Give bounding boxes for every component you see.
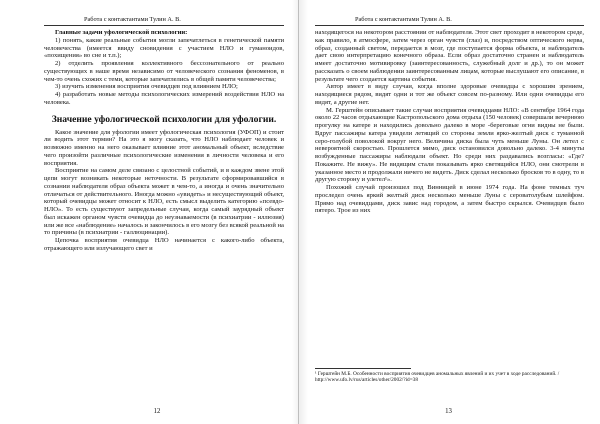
- page-number-right: 13: [445, 408, 452, 415]
- task-item-1: 1) понять, какие реальные события могли запечатлеться в генетической памяти человечества (имеется ввиду сновидения с участием НЛО и гуманоидов, «похищения» во сне и т.п.);: [44, 36, 284, 60]
- paragraph-2: Восприятие на самом деле связано с целостной событий, и в каждом звене этой цепи могут возникать некоторые неточности. В результате сформировавшийся в сознании наблюдателя образ объекта может в чем-то, а иногда и очень значительно отличаться от действительного. Иногда можно «увидеть» и несуществующий объект, который очевидцы может относит к НЛО, есть смысл выделить категорию «псевдо-НЛО». То есть существуют запредельные случаи, когда самый заурядный объект был искажен органом чувств очевидца до неузнаваемости (в психиатрии - иллюзия) или же все «наблюдение» началось и закончилось в его мозгу без всякой реальной на то причины (в психиатрии - галлюцинации).: [44, 167, 284, 237]
- left-page: [0, 0, 299, 424]
- running-head-right: Работа с контактантами Тулин А. В.: [315, 16, 584, 26]
- paragraph-observers: Автор имеет в виду случаи, когда вполне здоровые очевидцы с хорошим зрением, находящиеся рядом, видят одни и тот же объект совсем по-разному. Или одни очевидцы его видят, а другие нет.: [315, 83, 584, 106]
- task-item-3: 3) изучить изменения восприятия очевидцев под влиянием НЛО;: [55, 83, 238, 91]
- paragraph-gershtein: М. Герштейн описывает такие случаи восприятия очевидцами НЛО: «В сентябре 1964 года около 22 часов отдыхающие Кастропольского дома отдыха (150 человек) совершали вечернюю прогулку на катере и находились довольно далеко в море -береговые огни видны не были. Вдруг пассажиры катера увидели летящий со стороны земли ярко-желтый диск с туманной серо-голубой поволокой вокруг него. Величина диска была чуть меньше Луны. Он летел с невероятной скоростью. Прошлется мимо, диск остановился довольно далеко. 3-4 минуты возбужденные пассажиры наблюдали объект. Но среди них раздавались возгласы: «Где? Покажите. Не вижу». Не видящим стали показывать ярко светящийся НЛО, они смотрели в указанное место и продолжали ничего не видеть. Диск сделал несколько бросков то в одну, то в другую сторону и улетел¹».: [315, 106, 584, 184]
- footnote-area: [315, 368, 584, 384]
- paragraph-1: Какое значение для уфологии имеет уфологическая психология (УФОП) и стоит ли водить этот термин? На это я могу сказать, что НЛО наблюдает человек и возможно именно на него оказывает влияние этот аномальный объект, вследствие чего произойти различные психологические изменения в личности человека и его восприятия.: [44, 128, 284, 167]
- task-item-2: 2) отделить проявления коллективного бессознательного от реально существующих в наше время независимо от человеческого сознания феноменов, в чем-то очень схожих с теми, которые запечатлелись в общей памяти человечества;: [44, 60, 284, 83]
- section-title: Значение уфологической психологии для уфологии.: [51, 113, 277, 125]
- right-page-text: [315, 29, 584, 215]
- paragraph-vinnitsa: Похожий случай произошел под Винницей в июне 1974 года. На фоне темных туч проследел очень яркий желтый диск несколько меньше Луны с сероватолубым шлейфом. Прямо над очевидцами, диск завис над городом, а затем быстро скрылся. Очевидцев было пятеро. Трое из них: [315, 184, 584, 215]
- footnote-rule: [315, 368, 411, 369]
- footnote-1: ¹ Герштейн М.Б. Особенности восприятия очевидцев аномальных явлений и их учет в ходе расследований. / http://www.ufo.lv/rus/articles/other/2002/?id=38: [315, 371, 560, 384]
- page-number-left: 12: [153, 408, 161, 415]
- running-head-left: Работа с контактантами Тулин А. В.: [44, 16, 284, 26]
- left-page-text: [44, 29, 284, 253]
- tasks-heading: Главные задачи уфологической психологии:: [55, 29, 188, 36]
- paragraph-continued: находящегося на некотором расстоянии от наблюдателя. Этот свет проходит в некотором среде, как правило, в атмосфере, затем через орган чувств (глаз) и, посредством оптического нерва, образ, созданный светом, передается в мозг, где поступается форма объекта, и наблюдатель дает свою интерпретацию конечного образа. Если образ достаточно странен и наблюдатель имеет достаточно мотивировку (заинтересованность, служебный долг и др.), то он может рассказать о своем наблюдении заинтересованным лицам, которые выслушают его описание, в результате чего создается картина события.: [315, 29, 584, 83]
- right-page: [299, 0, 598, 424]
- task-item-4: 4) разработать новые методы психологических измерений воздействия НЛО на человека.: [44, 91, 284, 106]
- paragraph-3: Цепочка восприятия очевидца НЛО начинается с какого-либо объекта, отражающего или излучающего свет и: [44, 237, 284, 252]
